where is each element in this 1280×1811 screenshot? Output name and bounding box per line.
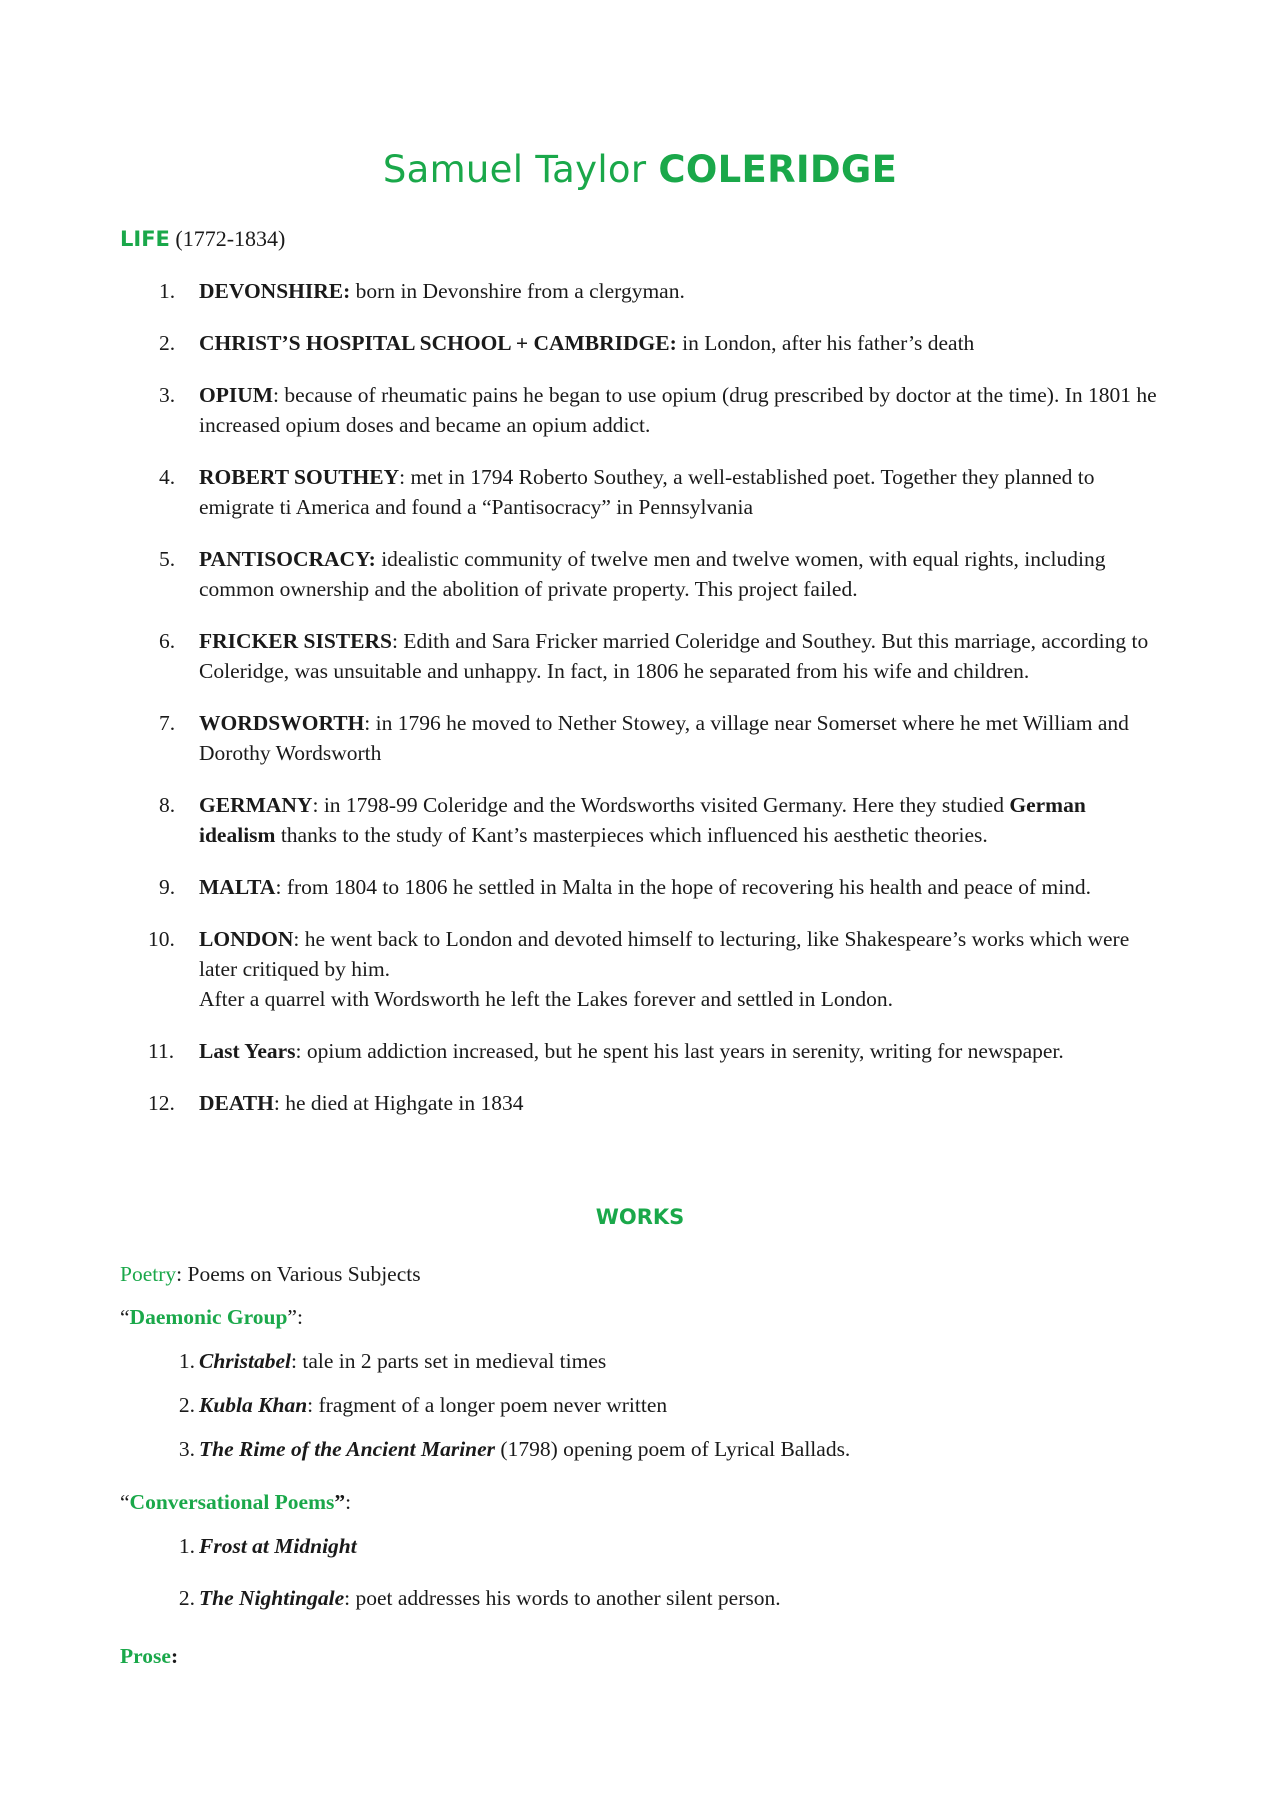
item-head: DEVONSHIRE:: [199, 279, 351, 303]
conversational-poems-heading: [120, 1490, 351, 1515]
item-text: : in 1796 he moved to Nether Stowey, a village near Somerset where he met William and Dorothy Wordsworth: [199, 711, 1129, 765]
item-head: PANTISOCRACY:: [199, 547, 376, 571]
item-head: OPIUM: [199, 383, 274, 407]
item-text: thanks to the study of Kant’s masterpieces which influenced his aesthetic theories.: [275, 823, 988, 847]
item-head: DEATH: [199, 1091, 274, 1115]
list-item: [120, 1434, 1160, 1464]
daemonic-list: [120, 1346, 1160, 1478]
life-list: [120, 276, 1160, 1140]
list-item: [120, 1531, 1160, 1561]
item-head: CHRIST’S HOSPITAL SCHOOL + CAMBRIDGE:: [199, 331, 677, 355]
item-text: : in 1798-99 Coleridge and the Wordsworths visited Germany. Here they studied: [312, 793, 1010, 817]
list-item: [120, 626, 1160, 686]
item-head: GERMANY: [199, 793, 313, 817]
prose-label: Prose: [120, 1644, 171, 1668]
daemonic-label: Daemonic Group: [129, 1305, 288, 1329]
life-label: LIFE: [120, 227, 170, 251]
list-item: [120, 1088, 1160, 1118]
item-number: 1.: [178, 1349, 195, 1373]
colon: :: [345, 1490, 352, 1514]
list-item: [120, 328, 1160, 358]
item-head: MALTA: [199, 875, 276, 899]
colon: :: [170, 1644, 179, 1668]
poetry-text: : Poems on Various Subjects: [176, 1262, 421, 1286]
list-item: [120, 1036, 1160, 1066]
item-number: 4.: [159, 465, 176, 489]
list-item: [120, 276, 1160, 306]
prose-line: [120, 1644, 178, 1669]
item-number: 7.: [159, 711, 176, 735]
item-emphasis: German idealism: [199, 793, 1086, 847]
work-title: Kubla Khan: [199, 1393, 308, 1417]
work-title: Frost at Midnight: [199, 1534, 357, 1558]
list-item: [120, 462, 1160, 522]
quote-open: “: [120, 1490, 130, 1514]
item-number: 9.: [159, 875, 176, 899]
item-text: : fragment of a longer poem never written: [307, 1393, 668, 1417]
item-number: 2.: [178, 1393, 195, 1417]
item-number: 8.: [159, 793, 176, 817]
quote-open: “: [120, 1305, 130, 1329]
item-text: (1798) opening poem of Lyrical Ballads.: [495, 1437, 851, 1461]
poetry-label: Poetry: [120, 1262, 177, 1286]
quote-close: ”: [334, 1490, 346, 1514]
work-title: Christabel: [199, 1349, 291, 1373]
conversational-list: [120, 1531, 1160, 1635]
works-heading: WORKS: [595, 1205, 685, 1229]
item-text: : met in 1794 Roberto Southey, a well-established poet. Together they planned to emigrate ti America and found a “Pantisocracy” in Pennsylvania: [199, 465, 1095, 519]
item-number: 12.: [148, 1091, 175, 1115]
quote-close: ”:: [287, 1305, 303, 1329]
item-head: WORDSWORTH: [199, 711, 365, 735]
item-number: 6.: [159, 629, 176, 653]
item-number: 3.: [178, 1437, 195, 1461]
title-normal: Samuel Taylor: [382, 148, 659, 191]
item-number: 10.: [148, 927, 175, 951]
list-item: [120, 708, 1160, 768]
list-item: [120, 790, 1160, 850]
item-number: 2.: [159, 331, 176, 355]
poetry-line: [120, 1262, 421, 1287]
list-item: [120, 872, 1160, 902]
item-number: 3.: [159, 383, 176, 407]
daemonic-group-heading: [120, 1305, 303, 1330]
item-text: born in Devonshire from a clergyman.: [350, 279, 685, 303]
list-item: [120, 380, 1160, 440]
item-number: 5.: [159, 547, 176, 571]
item-text: in London, after his father’s death: [676, 331, 975, 355]
item-number: 1.: [159, 279, 176, 303]
item-text: : opium addiction increased, but he spent his last years in serenity, writing for newspaper.: [295, 1039, 1064, 1063]
item-text: : because of rheumatic pains he began to use opium (drug prescribed by doctor at the time). In 1801 he increased opium doses and became an opium addict.: [199, 383, 1157, 437]
life-heading: [120, 226, 285, 252]
conversational-label: Conversational Poems: [129, 1490, 335, 1514]
list-item: [120, 924, 1160, 1014]
life-years: (1772-1834): [169, 226, 286, 251]
list-item: [120, 1390, 1160, 1420]
item-text: : he went back to London and devoted himself to lecturing, like Shakespeare’s works which were later critiqued by him.: [199, 927, 1130, 981]
list-item: [120, 1346, 1160, 1376]
item-text: : tale in 2 parts set in medieval times: [291, 1349, 607, 1373]
item-number: 1.: [178, 1534, 195, 1558]
title-bold: COLERIDGE: [658, 148, 898, 191]
item-text: : he died at Highgate in 1834: [273, 1091, 524, 1115]
work-title: The Rime of the Ancient Mariner: [199, 1437, 496, 1461]
item-head: LONDON: [199, 927, 294, 951]
work-title: The Nightingale: [199, 1586, 345, 1610]
item-text: idealistic community of twelve men and twelve women, with equal rights, including common ownership and the abolition of private property. This project failed.: [199, 547, 1106, 601]
item-text: After a quarrel with Wordsworth he left the Lakes forever and settled in London.: [199, 987, 894, 1011]
item-number: 2.: [178, 1586, 195, 1610]
item-text: : from 1804 to 1806 he settled in Malta in the hope of recovering his health and peace of mind.: [275, 875, 1092, 899]
list-item: [120, 1583, 1160, 1613]
item-text: : poet addresses his words to another silent person.: [344, 1586, 781, 1610]
page-title: [120, 148, 1160, 191]
item-head: FRICKER SISTERS: [199, 629, 392, 653]
item-number: 11.: [148, 1039, 175, 1063]
item-text: : Edith and Sara Fricker married Coleridge and Southey. But this marriage, according to Coleridge, was unsuitable and unhappy. In fact, in 1806 he separated from his wife and children.: [199, 629, 1149, 683]
item-head: Last Years: [199, 1039, 296, 1063]
list-item: [120, 544, 1160, 604]
item-head: ROBERT SOUTHEY: [199, 465, 400, 489]
